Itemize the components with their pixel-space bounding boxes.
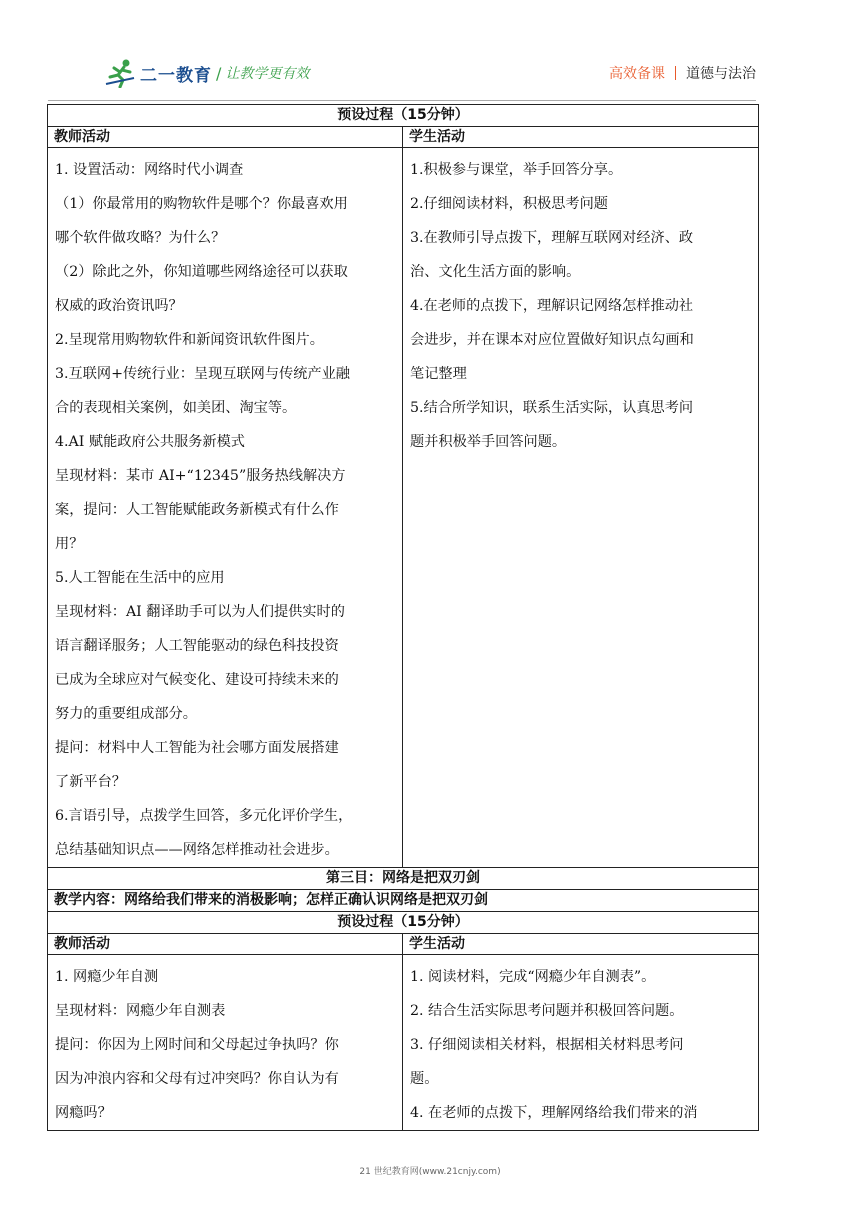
- text-line: 已成为全球应对气候变化、建设可持续未来的: [55, 672, 339, 688]
- teacher-activity-cell-2: [48, 955, 403, 1131]
- page-header: [0, 0, 860, 100]
- student-activity-header-2: 学生活动: [403, 934, 759, 955]
- teacher-activity-header-2: 教师活动: [48, 934, 403, 955]
- text-line: 总结基础知识点——网络怎样推动社会进步。: [55, 842, 339, 858]
- text-line: 4.AI 赋能政府公共服务新模式: [55, 434, 245, 450]
- text-line: 1. 网瘾少年自测: [55, 969, 159, 985]
- text-line: 4. 在老师的点拨下，理解网络给我们带来的消: [410, 1105, 698, 1121]
- text-line: 6.言语引导，点拨学生回答，多元化评价学生，: [55, 808, 353, 824]
- text-line: 呈现材料：网瘾少年自测表: [55, 1003, 226, 1019]
- teaching-content: 教学内容：网络给我们带来的消极影响；怎样正确认识网络是把双刃剑: [48, 890, 759, 912]
- header-separator: [675, 66, 676, 80]
- section-title: 第三目：网络是把双刃剑: [48, 868, 759, 890]
- process-title-2: 预设过程（15分钟）: [48, 912, 759, 934]
- header-meta: [609, 63, 756, 83]
- text-line: 2.仔细阅读材料，积极思考问题: [410, 196, 608, 212]
- text-line: 案，提问：人工智能赋能政务新模式有什么作: [55, 502, 339, 518]
- brand-name: 二一教育: [140, 65, 212, 86]
- activity-row: [48, 148, 759, 868]
- student-activity-cell-2: [403, 955, 759, 1131]
- text-line: 用？: [55, 536, 84, 552]
- text-line: （1）你最常用的购物软件是哪个？你最喜欢用: [55, 196, 348, 212]
- header-rule: [48, 100, 756, 101]
- column-header-row: [48, 127, 759, 148]
- text-line: 提问：材料中人工智能为社会哪方面发展搭建: [55, 740, 339, 756]
- brand-logo[interactable]: [104, 58, 309, 88]
- text-line: 3.互联网+传统行业：呈现互联网与传统产业融: [55, 366, 350, 382]
- text-line: 合的表现相关案例，如美团、淘宝等。: [55, 400, 297, 416]
- text-line: 1. 设置活动：网络时代小调查: [55, 162, 244, 178]
- text-line: 题并积极举手回答问题。: [410, 434, 567, 450]
- process-title-row-2: [48, 912, 759, 934]
- text-line: 呈现材料：某市 AI+“12345”服务热线解决方: [55, 468, 346, 484]
- text-line: 5.人工智能在生活中的应用: [55, 570, 225, 586]
- text-line: 权威的政治资讯吗？: [55, 298, 183, 314]
- process-title-row: [48, 105, 759, 127]
- runner-logo-icon: [104, 58, 138, 88]
- student-activity-header: 学生活动: [403, 127, 759, 148]
- brand-slogan: 让教学更有效: [225, 66, 310, 82]
- text-line: 5.结合所学知识，联系生活实际，认真思考问: [410, 400, 694, 416]
- text-line: 哪个软件做攻略？为什么？: [55, 230, 226, 246]
- teacher-activity-header: 教师活动: [48, 127, 403, 148]
- text-line: 2. 结合生活实际思考问题并积极回答问题。: [410, 1003, 684, 1019]
- text-line: 治、文化生活方面的影响。: [410, 264, 581, 280]
- text-line: 提问：你因为上网时间和父母起过争执吗？你: [55, 1037, 339, 1053]
- text-line: 1.积极参与课堂，举手回答分享。: [410, 162, 623, 178]
- text-line: （2）除此之外，你知道哪些网络途径可以获取: [55, 264, 348, 280]
- text-line: 笔记整理: [410, 366, 467, 382]
- text-line: 会进步，并在课本对应位置做好知识点勾画和: [410, 332, 694, 348]
- teaching-content-row: [48, 890, 759, 912]
- text-line: 3. 仔细阅读相关材料，根据相关材料思考问: [410, 1037, 684, 1053]
- header-tag: 高效备课: [609, 66, 665, 82]
- text-line: 语言翻译服务；人工智能驱动的绿色科技投资: [55, 638, 339, 654]
- text-line: 努力的重要组成部分。: [55, 706, 197, 722]
- text-line: 因为冲浪内容和父母有过冲突吗？你自认为有: [55, 1071, 339, 1087]
- text-line: 了新平台？: [55, 774, 126, 790]
- text-line: 4.在老师的点拨下，理解识记网络怎样推动社: [410, 298, 694, 314]
- text-line: 网瘾吗？: [55, 1105, 112, 1121]
- page-footer: 21 世纪教育网(www.21cnjy.com): [359, 1167, 501, 1177]
- text-line: 呈现材料：AI 翻译助手可以为人们提供实时的: [55, 604, 345, 620]
- brand-divider: /: [216, 63, 222, 83]
- text-line: 1. 阅读材料，完成“网瘾少年自测表”。: [410, 969, 656, 985]
- student-activity-cell: [403, 148, 759, 868]
- section-title-row: [48, 868, 759, 890]
- text-line: 题。: [410, 1071, 439, 1087]
- teacher-activity-cell: [48, 148, 403, 868]
- header-subject: 道德与法治: [686, 66, 756, 82]
- text-line: 2.呈现常用购物软件和新闻资讯软件图片。: [55, 332, 324, 348]
- column-header-row-2: [48, 934, 759, 955]
- process-title: 预设过程（15分钟）: [48, 105, 759, 127]
- activity-row-2: [48, 955, 759, 1131]
- text-line: 3.在教师引导点拨下，理解互联网对经济、政: [410, 230, 694, 246]
- lesson-table: [47, 104, 759, 1131]
